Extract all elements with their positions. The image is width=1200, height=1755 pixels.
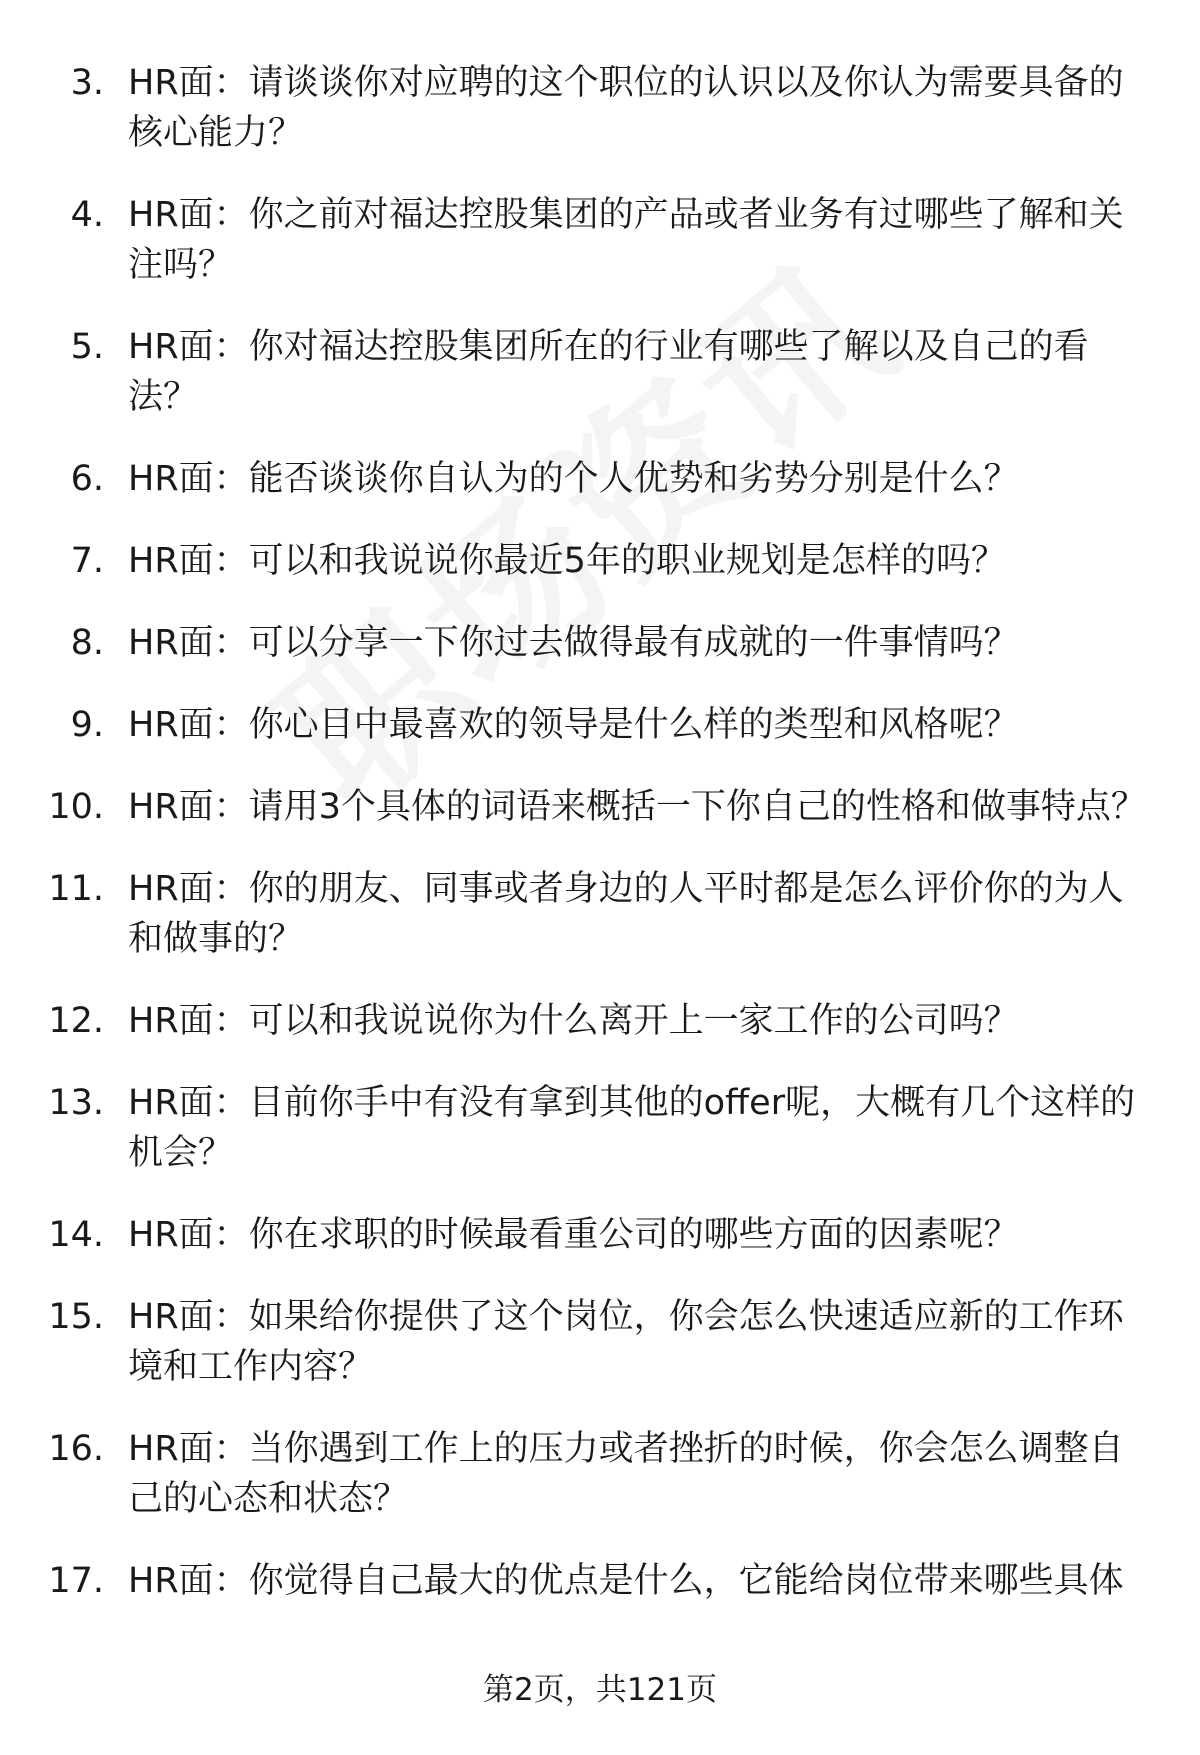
- question-text: HR面：可以和我说说你为什么离开上一家工作的公司吗？: [128, 1001, 1019, 1041]
- question-item: [0, 1556, 1200, 1606]
- question-number: 8.: [70, 623, 104, 663]
- question-text: HR面：你在求职的时候最看重公司的哪些方面的因素呢？: [128, 1215, 1019, 1255]
- question-number: 13.: [48, 1083, 104, 1123]
- question-text: HR面：可以和我说说你最近5年的职业规划是怎样的吗？: [128, 541, 1006, 581]
- question-item: [0, 1292, 1200, 1392]
- question-number: 4.: [70, 195, 104, 235]
- question-number: 6.: [70, 459, 104, 499]
- question-number: 14.: [48, 1215, 104, 1255]
- question-number: 16.: [48, 1429, 104, 1469]
- question-text: HR面：当你遇到工作上的压力或者挫折的时候，你会怎么调整自己的心态和状态？: [128, 1429, 1124, 1519]
- question-item: [0, 618, 1200, 668]
- question-number: 7.: [70, 541, 104, 581]
- question-text: HR面：你心目中最喜欢的领导是什么样的类型和风格呢？: [128, 705, 1019, 745]
- question-number: 9.: [70, 705, 104, 745]
- question-item: [0, 190, 1200, 290]
- question-text: HR面：你觉得自己最大的优点是什么，它能给岗位带来哪些具体: [128, 1561, 1124, 1601]
- question-text: HR面：请谈谈你对应聘的这个职位的认识以及你认为需要具备的核心能力？: [128, 63, 1124, 153]
- question-text: HR面：如果给你提供了这个岗位，你会怎么快速适应新的工作环境和工作内容？: [128, 1297, 1124, 1387]
- question-text: HR面：可以分享一下你过去做得最有成就的一件事情吗？: [128, 623, 1019, 663]
- question-item: [0, 782, 1200, 832]
- question-text: HR面：你之前对福达控股集团的产品或者业务有过哪些了解和关注吗？: [128, 195, 1124, 285]
- question-item: [0, 1078, 1200, 1178]
- question-number: 3.: [70, 63, 104, 103]
- question-item: [0, 1210, 1200, 1260]
- question-text: HR面：能否谈谈你自认为的个人优势和劣势分别是什么？: [128, 459, 1019, 499]
- question-text: HR面：你的朋友、同事或者身边的人平时都是怎么评价你的为人和做事的？: [128, 869, 1124, 959]
- question-item: [0, 1424, 1200, 1524]
- question-number: 11.: [48, 869, 104, 909]
- question-text: HR面：请用3个具体的词语来概括一下你自己的性格和做事特点？: [128, 787, 1146, 827]
- question-item: [0, 322, 1200, 422]
- question-item: [0, 536, 1200, 586]
- question-number: 12.: [48, 1001, 104, 1041]
- question-number: 17.: [48, 1561, 104, 1601]
- question-text: HR面：目前你手中有没有拿到其他的offer呢，大概有几个这样的机会？: [128, 1083, 1136, 1173]
- question-text: HR面：你对福达控股集团所在的行业有哪些了解以及自己的看法？: [128, 327, 1089, 417]
- question-item: [0, 864, 1200, 964]
- question-list: [0, 58, 1200, 1638]
- question-number: 15.: [48, 1297, 104, 1337]
- question-number: 5.: [70, 327, 104, 367]
- page-footer: 第2页，共121页: [483, 1672, 717, 1708]
- question-item: [0, 700, 1200, 750]
- question-item: [0, 454, 1200, 504]
- question-item: [0, 58, 1200, 158]
- question-number: 10.: [48, 787, 104, 827]
- question-item: [0, 996, 1200, 1046]
